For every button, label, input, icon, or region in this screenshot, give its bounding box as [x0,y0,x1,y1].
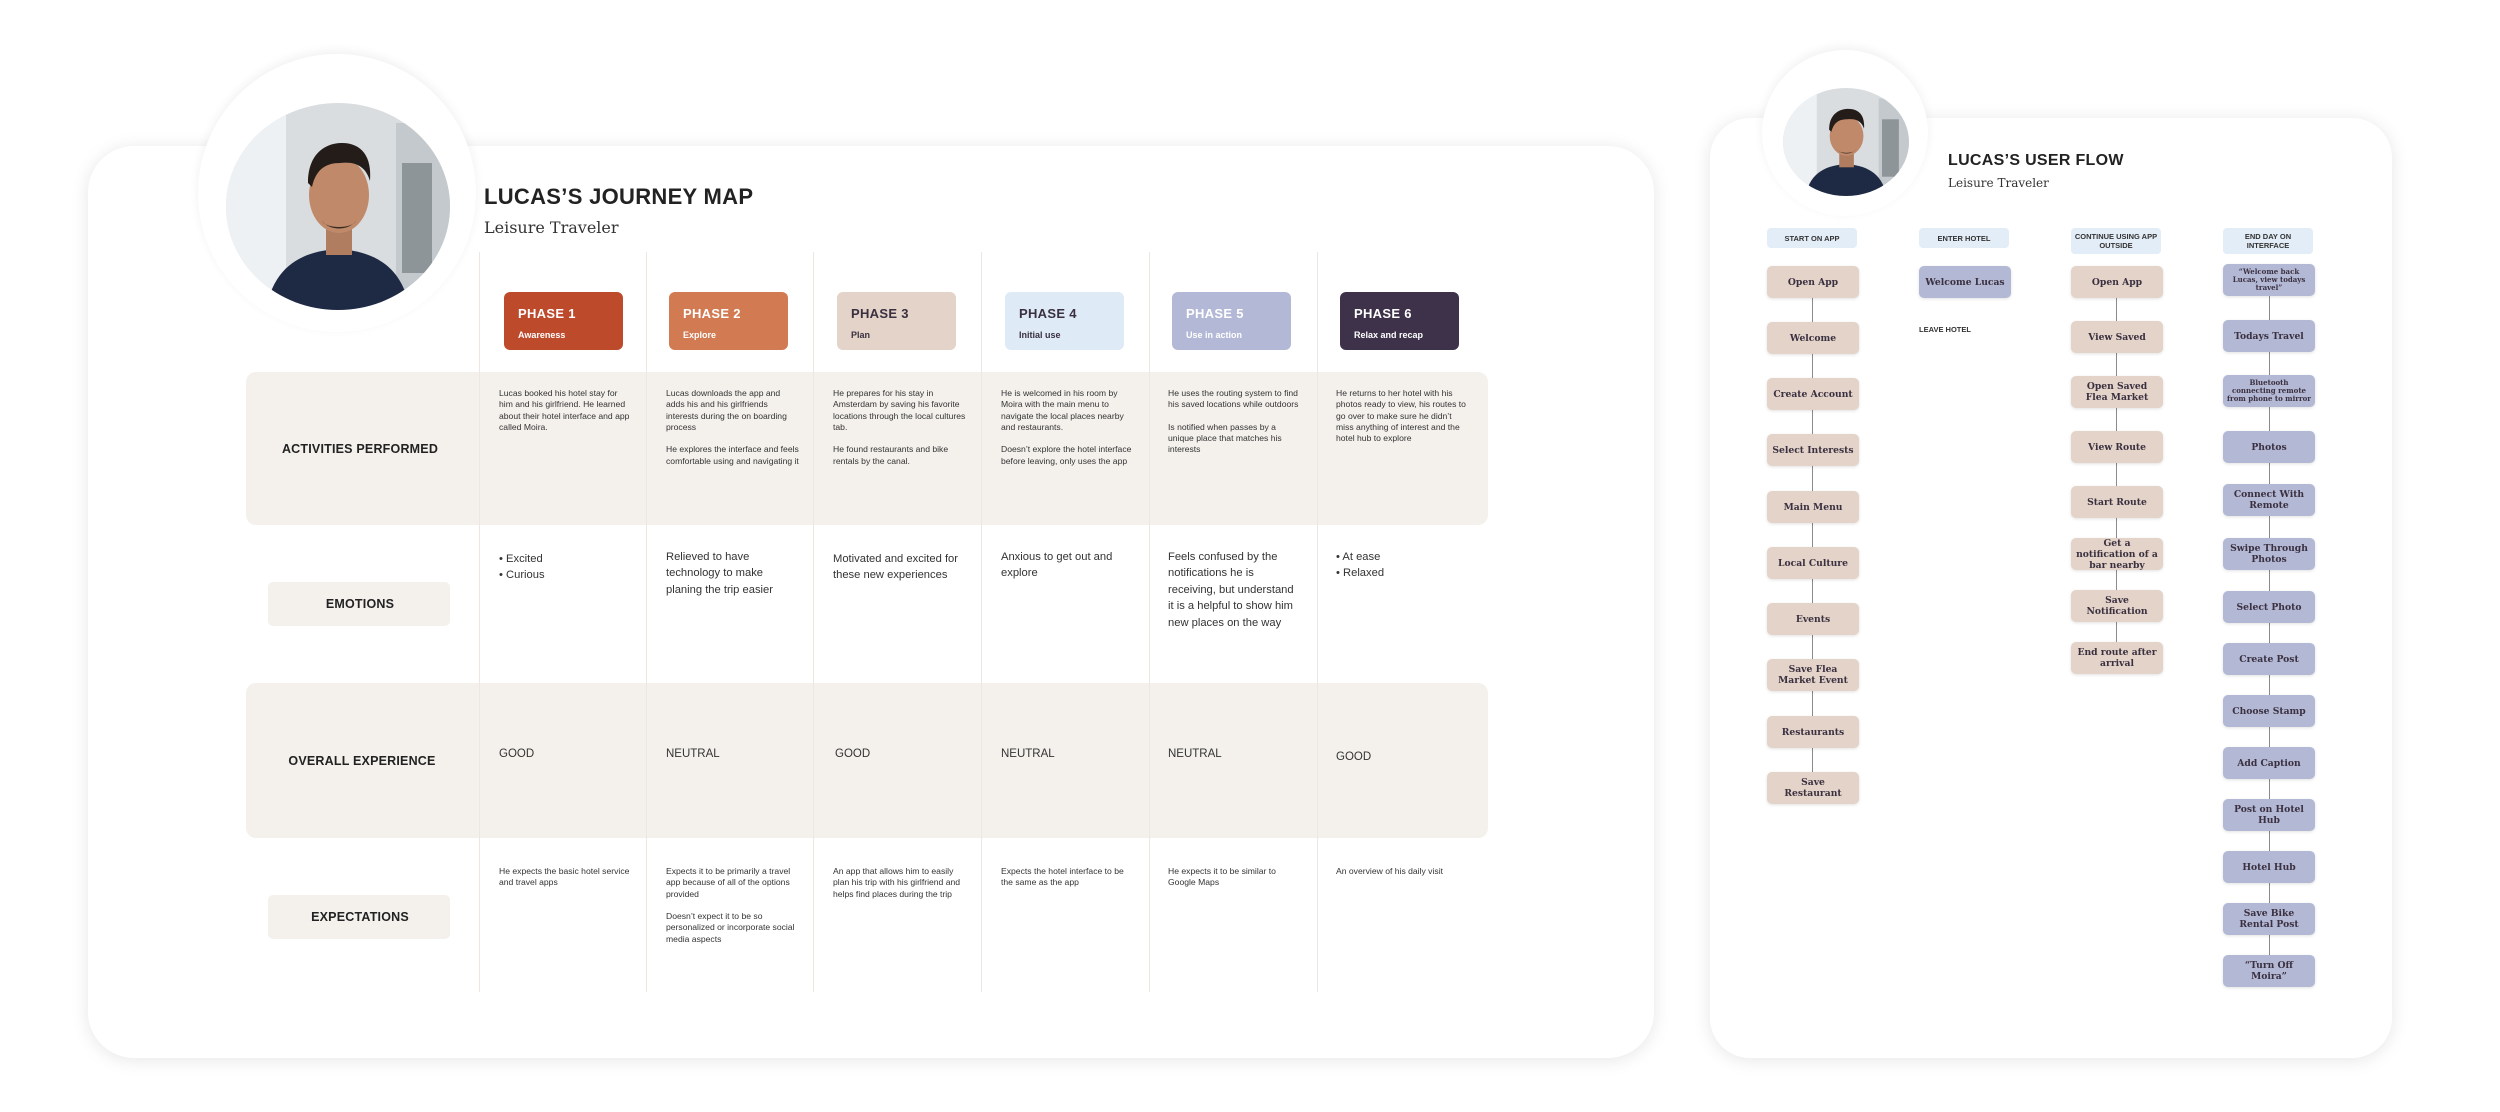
experience-cell: NEUTRAL [1168,748,1222,760]
experience-cell: GOOD [1336,751,1372,763]
phase-stage: Relax and recap [1354,330,1424,340]
phase-stage: Plan [851,330,871,340]
flow-node: Main Menu [1767,491,1859,523]
phase-stage: Awareness [518,330,566,340]
userflow-column-header: START ON APP [1767,228,1857,248]
flow-connector [1812,282,1813,787]
emotion-cell: Relieved to have technology to make planing the trip easier [666,551,773,596]
journey-avatar [226,103,450,310]
flow-node: Open App [2071,266,2163,298]
expectation-cell: An app that allows him to easily plan his trip with his girlfriend and helps find places during the trip [833,866,961,899]
emotion-cell: Feels confused by the notifications he is receiving, but understand it is a helpful to show him new places on the way [1168,551,1294,629]
phase-name: PHASE 1 [518,306,576,321]
flow-node: Save Bike Rental Post [2223,903,2315,935]
userflow-column-header: CONTINUE USING APP OUTSIDE [2071,228,2161,254]
emotion-cell: • Excited • Curious [499,553,545,582]
userflow-avatar [1783,88,1909,196]
phase-2-chip [669,292,788,350]
phase-5-chip [1172,292,1291,350]
leave-hotel-label: LEAVE HOTEL [1919,325,1971,334]
flow-node: Add Caption [2223,747,2315,779]
flow-node: Save Restaurant [1767,772,1859,804]
expectation-cell: He expects it to be similar to Google Maps [1168,866,1276,888]
experience-cell: NEUTRAL [1001,748,1055,760]
flow-node: Local Culture [1767,547,1859,579]
flow-node: Open App [1767,266,1859,298]
userflow-column-header: ENTER HOTEL [1919,228,2009,248]
flow-node: End route after arrival [2071,642,2163,674]
phase-stage: Explore [683,330,717,340]
phase-3-chip [837,292,956,350]
row-label-expectations: EXPECTATIONS [311,910,409,924]
flow-node: Create Account [1767,378,1859,410]
flow-node: “Turn Off Moira” [2223,955,2315,987]
experience-cell: NEUTRAL [666,748,720,760]
person-portrait-icon [226,103,450,310]
activity-cell: He prepares for his stay in Amsterdam by saving his favorite locations through the local cultures tab. He found restaurants and bike rentals by the canal. [833,388,966,466]
experience-cell: GOOD [499,748,535,760]
experience-cell: GOOD [835,748,871,760]
column-divider [1149,252,1150,992]
flow-node: Hotel Hub [2223,851,2315,883]
flow-node: Save Notification [2071,590,2163,622]
expectation-cell: Expects it to be primarily a travel app because of all of the options provided Doesn’t expect it to be so personalized or incorporate social media aspects [666,866,795,944]
flow-node: Save Flea Market Event [1767,659,1859,691]
activity-cell: Lucas booked his hotel stay for him and his girlfriend. He learned about their hotel interface and app called Moira. [499,388,630,432]
flow-node: Select Photo [2223,591,2315,623]
phase-stage: Initial use [1019,330,1061,340]
emotion-cell: Motivated and excited for these new experiences [833,553,958,582]
flow-node: Connect With Remote [2223,484,2315,516]
phase-name: PHASE 5 [1186,306,1244,321]
row-label-emotions: EMOTIONS [325,597,395,611]
emotion-cell: Anxious to get out and explore [1001,551,1113,580]
column-divider [813,252,814,992]
flow-node: Swipe Through Photos [2223,538,2315,570]
column-divider [981,252,982,992]
userflow-subtitle: Leisure Traveler [1948,176,2049,190]
phase-name: PHASE 6 [1354,306,1412,321]
column-divider [1317,252,1318,992]
phase-name: PHASE 2 [683,306,741,321]
flow-node: Photos [2223,431,2315,463]
flow-node: Restaurants [1767,716,1859,748]
column-divider [479,252,480,992]
userflow-title: LUCAS’S USER FLOW [1948,152,2124,169]
userflow-column-header: END DAY ON INTERFACE [2223,228,2313,254]
phase-4-chip [1005,292,1124,350]
expectation-cell: Expects the hotel interface to be the same as the app [1001,866,1124,888]
flow-node: Get a notification of a bar nearby [2071,538,2163,570]
flow-node: Post on Hotel Hub [2223,799,2315,831]
flow-node: View Route [2071,431,2163,463]
flow-node: Choose Stamp [2223,695,2315,727]
flow-node: Start Route [2071,486,2163,518]
flow-node: Open Saved Flea Market [2071,376,2163,408]
activity-cell: He returns to her hotel with his photos ready to view, his routes to go over to make sure he didn’t miss anything of interest and the hotel hub to explore [1336,388,1466,444]
phase-name: PHASE 3 [851,306,909,321]
emotion-cell: • At ease • Relaxed [1336,551,1385,580]
row-label-experience: OVERALL EXPERIENCE [288,754,436,768]
flow-node: Todays Travel [2223,320,2315,352]
flow-node: Create Post [2223,643,2315,675]
expectation-cell: He expects the basic hotel service and travel apps [499,866,630,888]
activity-cell: He uses the routing system to find his saved locations while outdoors Is notified when passes by a unique place that matches his interests [1168,388,1299,455]
flow-node: View Saved [2071,321,2163,353]
page-subtitle: Leisure Traveler [484,218,619,237]
activity-cell: He is welcomed in his room by Moira with the main menu to navigate the local places nearby and restaurants. Doesn’t explore the hotel interface before leaving, only uses the app [1001,388,1132,466]
activity-cell: Lucas downloads the app and adds his and his girlfriends interests during the on boarding process He explores the interface and feels comfortable using and navigating it [666,388,799,466]
flow-node: Welcome Lucas [1919,266,2011,298]
flow-node: Bluetooth connecting remote from phone to mirror [2223,375,2315,407]
phase-name: PHASE 4 [1019,306,1077,321]
expectation-cell: An overview of his daily visit [1336,866,1443,876]
flow-node: Events [1767,603,1859,635]
page-title: LUCAS’S JOURNEY MAP [484,184,754,209]
flow-node: Welcome [1767,322,1859,354]
phase-6-chip [1340,292,1459,350]
flow-node: Select Interests [1767,434,1859,466]
person-portrait-icon [1783,88,1909,196]
row-label-activities: ACTIVITIES PERFORMED [281,442,439,456]
column-divider [646,252,647,992]
flow-node: “Welcome back Lucas, view todays travel” [2223,264,2315,296]
phase-stage: Use in action [1186,330,1243,340]
phase-1-chip [504,292,623,350]
